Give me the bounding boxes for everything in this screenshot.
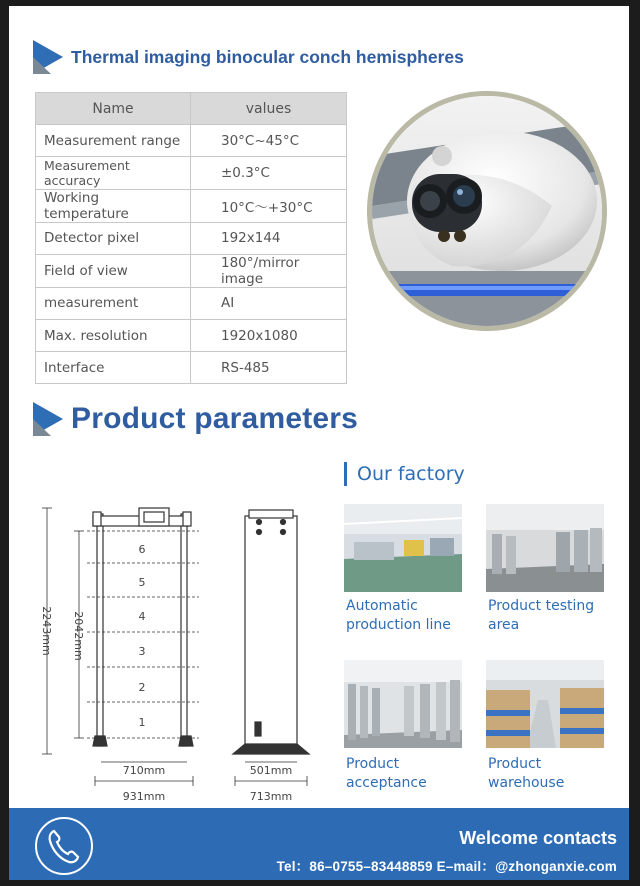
- spec-name: measurement: [36, 287, 191, 319]
- brochure-page: [9, 6, 629, 880]
- depth-outer-label: 713mm: [249, 790, 293, 803]
- factory-photo-warehouse: [486, 660, 604, 748]
- spec-header-values: values: [191, 93, 347, 125]
- caption-line: Automatic: [346, 598, 418, 614]
- spec-value: 180°/mirror image: [191, 254, 347, 287]
- zone-label: 3: [138, 645, 146, 658]
- factory-caption: [346, 597, 486, 635]
- caption-line: production line: [346, 617, 451, 633]
- factory-photo-testing: [486, 504, 604, 592]
- spec-name: Detector pixel: [36, 222, 191, 254]
- zone-label: 4: [138, 610, 146, 623]
- spec-header-row: [36, 93, 347, 125]
- table-row: [36, 189, 347, 222]
- phone-icon: [35, 817, 93, 875]
- spec-value: 1920x1080: [191, 319, 347, 351]
- spec-table: [35, 92, 347, 384]
- spec-header-name: Name: [36, 93, 191, 125]
- section-product-title: [33, 402, 358, 436]
- table-row: [36, 319, 347, 351]
- spec-name: Measurement range: [36, 125, 191, 157]
- spec-value: ±0.3°C: [191, 157, 347, 189]
- spec-name: Measurement accuracy: [36, 157, 191, 189]
- section-thermal-label: Thermal imaging binocular conch hemispheres: [71, 46, 464, 67]
- zone-label: 5: [138, 576, 146, 589]
- spec-name: Max. resolution: [36, 319, 191, 351]
- thermal-camera-image: [367, 91, 607, 331]
- triangle-bullet-icon: [33, 40, 63, 74]
- spec-name: Field of view: [36, 254, 191, 287]
- factory-photo-acceptance: [344, 660, 462, 748]
- table-row: [36, 254, 347, 287]
- footer-title: Welcome contacts: [459, 828, 617, 848]
- caption-line: Product: [488, 756, 542, 772]
- triangle-bullet-icon: [33, 402, 63, 436]
- footer-contact[interactable]: Tel：86–0755–83448859 E–mail：@zhonganxie.com: [276, 859, 617, 874]
- caption-line: Product: [346, 756, 400, 772]
- spec-name: Working temperature: [36, 189, 191, 222]
- width-inner-label: 710mm: [122, 764, 166, 777]
- spec-value: 192x144: [191, 222, 347, 254]
- height-outer-label: 2243mm: [40, 606, 53, 656]
- factory-caption: [488, 755, 628, 793]
- walkthrough-gate-drawing: [9, 486, 329, 806]
- caption-line: area: [488, 617, 520, 633]
- depth-inner-label: 501mm: [249, 764, 293, 777]
- height-inner-label: 2042mm: [72, 611, 85, 661]
- table-row: [36, 125, 347, 157]
- table-row: [36, 157, 347, 189]
- factory-caption: [346, 755, 486, 793]
- table-row: [36, 287, 347, 319]
- spec-value: 10°C～+30°C: [191, 189, 347, 222]
- factory-title: Our factory: [344, 462, 465, 486]
- caption-line: acceptance: [346, 775, 427, 791]
- spec-value: RS-485: [191, 352, 347, 384]
- spec-value: 30°C~45°C: [191, 125, 347, 157]
- factory-photo-production: [344, 504, 462, 592]
- contact-footer: [9, 808, 629, 880]
- section-thermal-title: [33, 40, 464, 74]
- width-outer-label: 931mm: [122, 790, 166, 803]
- table-row: [36, 222, 347, 254]
- section-product-label: Product parameters: [71, 402, 359, 435]
- zone-label: 2: [138, 681, 146, 694]
- spec-name: Interface: [36, 352, 191, 384]
- factory-caption: [488, 597, 628, 635]
- spec-value: AI: [191, 287, 347, 319]
- caption-line: warehouse: [488, 775, 565, 791]
- zone-label: 6: [138, 543, 146, 556]
- caption-line: Product testing: [488, 598, 595, 614]
- zone-label: 1: [138, 716, 146, 729]
- table-row: [36, 352, 347, 384]
